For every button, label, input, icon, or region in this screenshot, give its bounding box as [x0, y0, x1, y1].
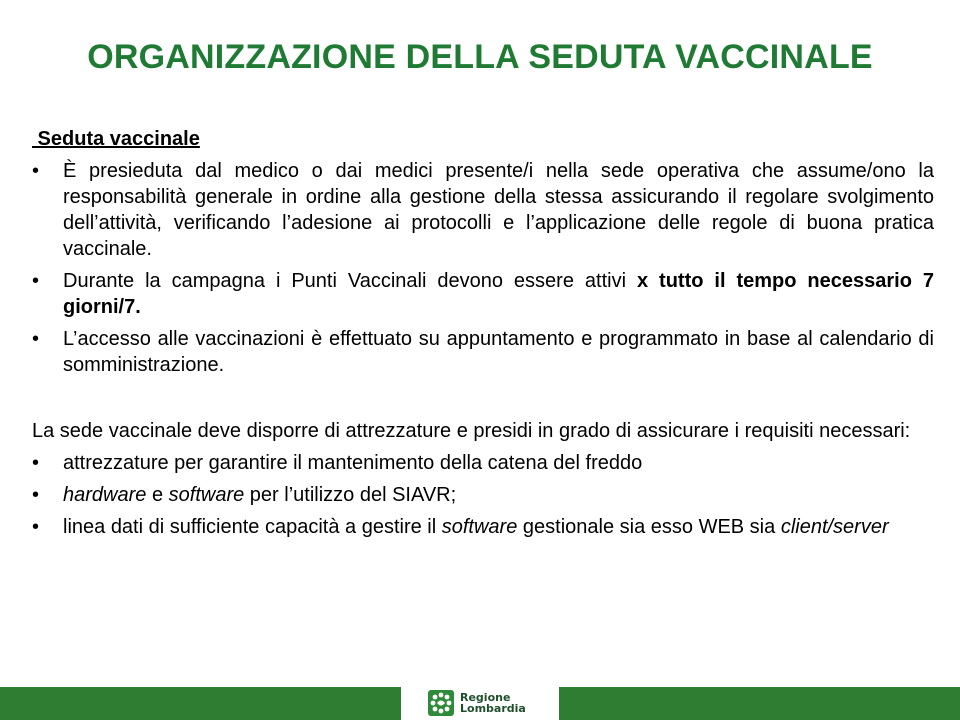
footer: [0, 687, 960, 720]
slide-content: [32, 126, 934, 546]
bullet-list-seduta: [32, 158, 934, 378]
slide-title: ORGANIZZAZIONE DELLA SEDUTA VACCINALE: [87, 38, 873, 76]
bullet-item-attrezzature: [32, 450, 934, 476]
italic-term: software: [168, 484, 245, 506]
logo-text: [460, 692, 526, 714]
bullet-text: L’accesso alle vaccinazioni è effettuato su appuntamento e programmato in base al calendario di somministrazione.: [63, 328, 934, 376]
italic-term: client/server: [780, 516, 889, 538]
bullet-text: per l’utilizzo del SIAVR;: [244, 484, 457, 506]
bullet-text: gestionale sia esso WEB sia: [517, 516, 781, 538]
rosa-camuna-icon: [428, 690, 454, 716]
logo-line-1: Regione: [460, 691, 511, 704]
footer-bar-left: [0, 687, 401, 720]
section-heading: Seduta vaccinale: [32, 128, 200, 150]
sede-paragraph: La sede vaccinale deve disporre di attrezzature e presidi in grado di assicurare i requisiti necessari:: [32, 420, 911, 442]
bullet-item-linea-dati: [32, 514, 934, 540]
bullet-item-durante: [32, 268, 934, 320]
bullet-text: Durante la campagna i Punti Vaccinali devono essere attivi: [63, 270, 637, 292]
bullet-text: attrezzature per garantire il mantenimento della catena del freddo: [63, 452, 643, 474]
italic-term: software: [441, 516, 518, 538]
bullet-text: È presieduta dal medico o dai medici presente/i nella sede operativa che assume/ono la responsabilità generale in ordine alla gestione della stessa assicurando il regolare svolgimento dell’attività, verificando l’adesione ai protocolli e l’applicazione delle regole di buona pratica vaccinale.: [63, 160, 934, 260]
bullet-item-hardware: [32, 482, 934, 508]
regione-lombardia-logo: [428, 689, 538, 717]
bullet-list-requisiti: [32, 450, 934, 540]
bullet-text: linea dati di sufficiente capacità a gestire il: [63, 516, 442, 538]
bullet-item-accesso: [32, 326, 934, 378]
italic-term: hardware: [63, 484, 147, 506]
logo-line-2: Lombardia: [460, 702, 526, 715]
bullet-text: e: [146, 484, 169, 506]
bullet-bold-text: x tutto il tempo necessario 7 giorni/7.: [63, 270, 934, 318]
bullet-item-presieduta: [32, 158, 934, 262]
footer-bar-right: [559, 687, 960, 720]
